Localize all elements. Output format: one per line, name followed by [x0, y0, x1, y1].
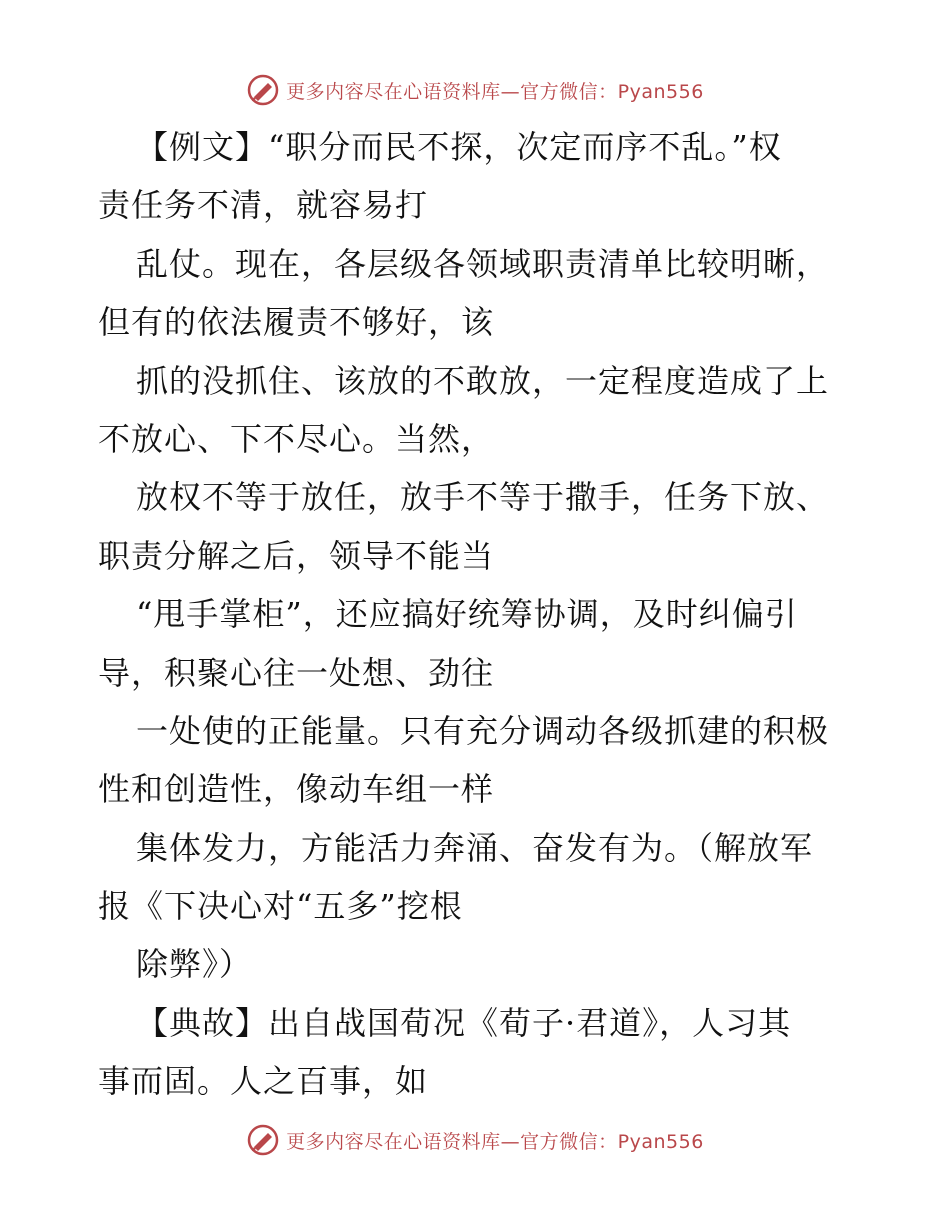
pen-circle-logo-icon — [246, 73, 280, 107]
text-line: 不放心、下不尽心。当然， — [98, 419, 495, 458]
text-line: 乱仗。现在，各层级各领域职责清单比较明晰， — [136, 244, 830, 283]
text-line: 【例文】“职分而民不探，次定而序不乱。”权 — [136, 128, 782, 166]
text-line: 除弊》） — [136, 945, 253, 984]
text-line: 抓的没抓住、该放的不敢放，一定程度造成了上 — [136, 361, 830, 400]
document-body — [98, 118, 858, 1111]
text-line: 但有的依法履责不够好，该 — [98, 303, 495, 342]
text-line: 性和创造性，像动车组一样 — [98, 770, 495, 809]
footer-banner — [0, 1120, 950, 1160]
text-line: 责任务不清，就容易打 — [98, 186, 429, 225]
text-line: 事而固。人之百事，如 — [98, 1062, 429, 1101]
header-banner — [0, 70, 950, 110]
text-line: 报《下决心对“五多”挖根 — [98, 887, 463, 926]
text-line: 放权不等于放任，放手不等于撒手，任务下放、 — [136, 478, 830, 517]
text-line: 一处使的正能量。只有充分调动各级抓建的积极 — [136, 711, 830, 750]
header-banner-text: 更多内容尽在心语资料库—官方微信：Pyan556 — [286, 80, 704, 103]
pen-circle-logo-icon — [246, 1123, 280, 1157]
text-line: 职责分解之后，领导不能当 — [98, 536, 495, 575]
text-line: 【典故】出自战国荀况《荀子·君道》，人习其 — [136, 1003, 792, 1042]
footer-banner-text: 更多内容尽在心语资料库—官方微信：Pyan556 — [286, 1130, 704, 1153]
text-line: 集体发力，方能活力奔涌、奋发有为。（解放军 — [136, 828, 814, 867]
text-line: “甩手掌柜”，还应搞好统筹协调，及时纠偏引 — [136, 595, 798, 634]
text-line: 导，积聚心往一处想、劲往 — [98, 653, 495, 692]
